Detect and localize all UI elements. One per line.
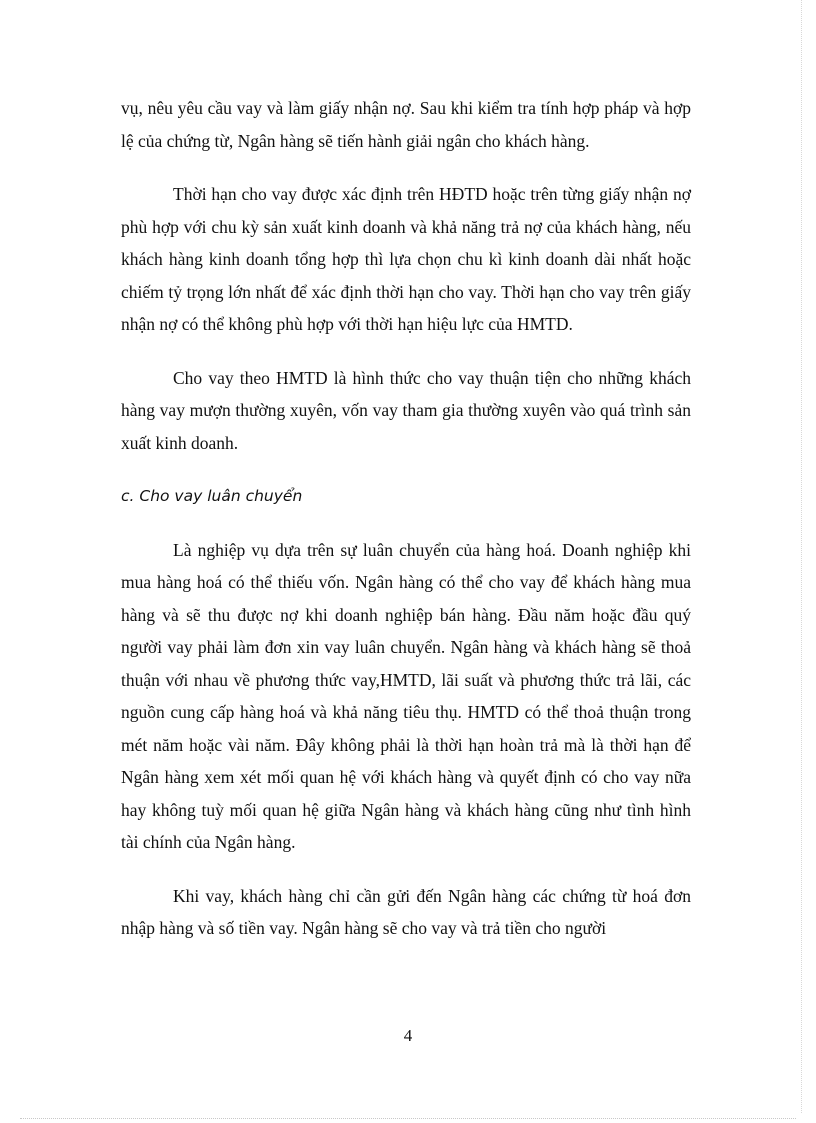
page-bottom-rule <box>20 1118 796 1119</box>
section-heading: c. Cho vay luân chuyển <box>121 487 303 505</box>
paragraph-2: Thời hạn cho vay được xác định trên HĐTD hoặc trên từng giấy nhận nợ phù hợp với chu kỳ sản xuất kinh doanh và khả năng trả nợ của khách hàng, nếu khách hàng kinh doanh tổng hợp thì lựa chọn chu kì kinh doanh dài nhất hoặc chiếm tỷ trọng lớn nhất để xác định thời hạn cho vay. Thời hạn cho vay trên giấy nhận nợ có thể không phù hợp với thời hạn hiệu lực của HMTD. <box>121 184 691 334</box>
paragraph-4: Là nghiệp vụ dựa trên sự luân chuyển của hàng hoá. Doanh nghiệp khi mua hàng hoá có thể thiếu vốn. Ngân hàng có thể cho vay để khách hàng mua hàng và sẽ thu được nợ khi doanh nghiệp bán hàng. Đầu năm hoặc đầu quý người vay phải làm đơn xin vay luân chuyển. Ngân hàng và khách hàng sẽ thoả thuận với nhau về phương thức vay,HMTD, lãi suất và phương thức trả lãi, các nguồn cung cấp hàng hoá và khả năng tiêu thụ. HMTD có thể thoả thuận trong mét năm hoặc vài năm. Đây không phải là thời hạn hoàn trả mà là thời hạn để Ngân hàng xem xét mối quan hệ với khách hàng và quyết định có cho vay nữa hay không tuỳ mối quan hệ giữa Ngân hàng và khách hàng cũng như tình hình tài chính của Ngân hàng. <box>121 539 691 852</box>
body-text <box>121 92 691 966</box>
paragraph-3: Cho vay theo HMTD là hình thức cho vay thuận tiện cho những khách hàng vay mượn thường xuyên, vốn vay tham gia thường xuyên vào quá trình sản xuất kinh doanh. <box>121 367 691 453</box>
paragraph-1: vụ, nêu yêu cầu vay và làm giấy nhận nợ. Sau khi kiểm tra tính hợp pháp và hợp lệ của chứng từ, Ngân hàng sẽ tiến hành giải ngân cho khách hàng. <box>121 98 691 151</box>
paragraph-5: Khi vay, khách hàng chỉ cần gửi đến Ngân hàng các chứng từ hoá đơn nhập hàng và số tiền vay. Ngân hàng sẽ cho vay và trả tiền cho người <box>121 885 691 938</box>
page-number: 4 <box>403 1026 413 1045</box>
page-edge-rule <box>801 0 802 1113</box>
